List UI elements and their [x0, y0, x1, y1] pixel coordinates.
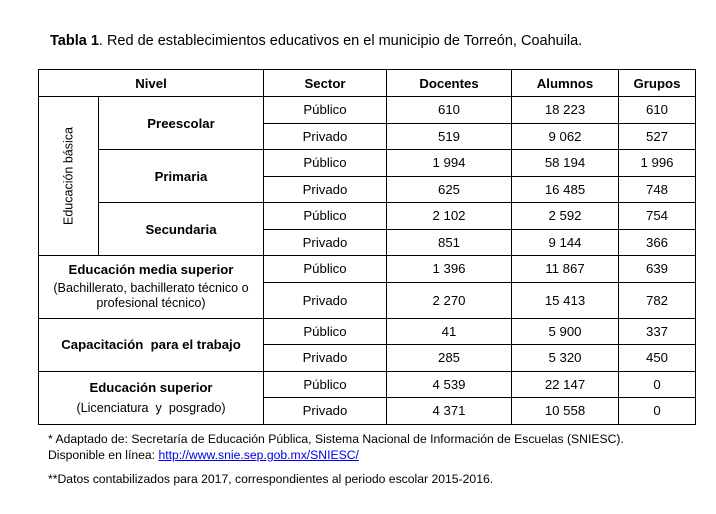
cell-grupos: 450 [619, 345, 696, 372]
cell-docentes: 1 994 [387, 150, 512, 177]
level-preescolar: Preescolar [99, 97, 264, 150]
table-notes [48, 431, 624, 463]
header-alumnos: Alumnos [512, 70, 619, 97]
level-superior-sub: (Licenciatura y posgrado) [76, 400, 226, 415]
cell-alumnos: 11 867 [512, 256, 619, 283]
cell-grupos: 754 [619, 203, 696, 230]
cell-alumnos: 10 558 [512, 398, 619, 425]
level-secundaria: Secundaria [99, 203, 264, 256]
header-sector: Sector [264, 70, 387, 97]
table-caption [50, 33, 582, 49]
cell-grupos: 610 [619, 97, 696, 124]
data-table [38, 69, 696, 425]
cell-docentes: 2 270 [387, 282, 512, 318]
cell-docentes: 610 [387, 97, 512, 124]
cell-grupos: 337 [619, 318, 696, 345]
note-1-prefix: Disponible en línea: [48, 448, 159, 462]
header-docentes: Docentes [387, 70, 512, 97]
cell-alumnos: 5 320 [512, 345, 619, 372]
level-primaria: Primaria [99, 150, 264, 203]
cell-sector: Público [264, 371, 387, 398]
cell-grupos: 366 [619, 229, 696, 256]
cell-alumnos: 9 144 [512, 229, 619, 256]
cell-docentes: 519 [387, 123, 512, 150]
cell-sector: Privado [264, 398, 387, 425]
table-row [39, 318, 696, 345]
cell-docentes: 41 [387, 318, 512, 345]
cell-grupos: 639 [619, 256, 696, 283]
cell-grupos: 0 [619, 398, 696, 425]
header-grupos: Grupos [619, 70, 696, 97]
cell-docentes: 625 [387, 176, 512, 203]
level-media-superior-title: Educación media superior [68, 262, 234, 278]
cell-sector: Privado [264, 229, 387, 256]
cell-docentes: 2 102 [387, 203, 512, 230]
table-row [39, 256, 696, 283]
cell-docentes: 851 [387, 229, 512, 256]
cell-alumnos: 9 062 [512, 123, 619, 150]
cell-sector: Público [264, 150, 387, 177]
cell-docentes: 1 396 [387, 256, 512, 283]
table-row [39, 97, 696, 124]
note-1-line-1: * Adaptado de: Secretaría de Educación Pública, Sistema Nacional de Información de Escuelas (SNIESC). [48, 432, 624, 446]
level-superior [39, 371, 264, 424]
cell-grupos: 0 [619, 371, 696, 398]
header-row [39, 70, 696, 97]
cell-grupos: 1 996 [619, 150, 696, 177]
group-educacion-basica [39, 97, 99, 256]
cell-sector: Privado [264, 176, 387, 203]
cell-sector: Privado [264, 282, 387, 318]
cell-sector: Público [264, 97, 387, 124]
header-nivel: Nivel [39, 70, 264, 97]
cell-alumnos: 15 413 [512, 282, 619, 318]
cell-docentes: 4 371 [387, 398, 512, 425]
cell-docentes: 4 539 [387, 371, 512, 398]
level-superior-title: Educación superior [89, 379, 213, 395]
cell-sector: Público [264, 256, 387, 283]
cell-sector: Privado [264, 123, 387, 150]
table-row [39, 150, 696, 177]
cell-alumnos: 58 194 [512, 150, 619, 177]
table-caption-label: Tabla 1 [50, 33, 99, 49]
cell-alumnos: 5 900 [512, 318, 619, 345]
note-2: **Datos contabilizados para 2017, correspondientes al periodo escolar 2015-2016. [48, 472, 494, 486]
cell-alumnos: 2 592 [512, 203, 619, 230]
level-capacitacion: Capacitación para el trabajo [39, 318, 264, 371]
level-media-superior [39, 256, 264, 319]
table-row [39, 203, 696, 230]
note-1-line-2 [48, 447, 624, 463]
cell-sector: Privado [264, 345, 387, 372]
cell-docentes: 285 [387, 345, 512, 372]
table-caption-text: . Red de establecimientos educativos en el municipio de Torreón, Coahuila. [98, 33, 583, 49]
cell-grupos: 527 [619, 123, 696, 150]
cell-sector: Público [264, 203, 387, 230]
cell-alumnos: 18 223 [512, 97, 619, 124]
group-educacion-basica-label: Educación básica [61, 127, 75, 225]
cell-grupos: 782 [619, 282, 696, 318]
cell-grupos: 748 [619, 176, 696, 203]
level-media-superior-sub: (Bachillerato, bachillerato técnico o profesional técnico) [53, 281, 249, 311]
cell-alumnos: 16 485 [512, 176, 619, 203]
source-link[interactable]: http://www.snie.sep.gob.mx/SNIESC/ [158, 448, 359, 462]
table-row [39, 371, 696, 398]
cell-alumnos: 22 147 [512, 371, 619, 398]
cell-sector: Público [264, 318, 387, 345]
